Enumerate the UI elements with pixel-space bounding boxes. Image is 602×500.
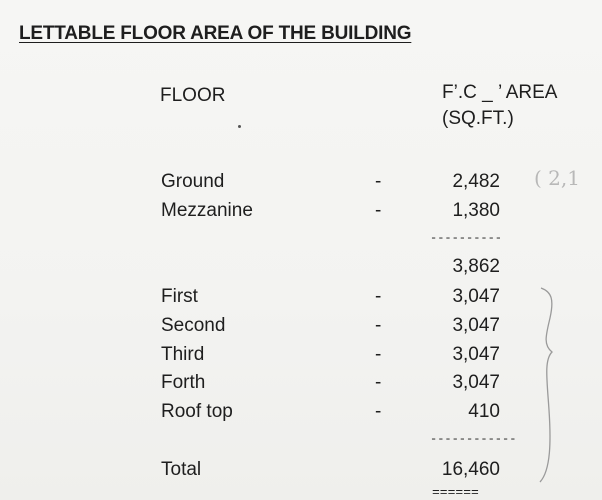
floor-area-value: 3,047: [452, 344, 500, 365]
floor-name: Forth: [161, 372, 206, 393]
floor-name: Roof top: [161, 401, 233, 422]
handwritten-note: ( 2,1: [534, 166, 580, 190]
floor-column-header: FLOOR: [160, 85, 226, 106]
floor-name: Mezzanine: [161, 200, 253, 221]
brace-mark: [540, 288, 552, 482]
floor-area-value: 410: [468, 401, 500, 422]
subtotal-rule: ----------: [430, 231, 503, 245]
floor-name: First: [161, 286, 198, 307]
document-title: LETTABLE FLOOR AREA OF THE BUILDING: [19, 23, 412, 44]
total-value: 16,460: [441, 459, 500, 480]
row-dash: -: [375, 344, 382, 365]
row-dash: -: [375, 315, 382, 336]
total-label: Total: [161, 459, 202, 480]
floor-name: Second: [161, 315, 226, 336]
floor-area-value: 1,380: [452, 200, 500, 221]
double-underline-rule: ======: [432, 485, 479, 500]
floor-area-value: 2,482: [452, 171, 500, 192]
area-header-line1: F’.C _ ’ AREA: [442, 82, 558, 103]
row-dash: -: [375, 171, 382, 192]
row-dash: -: [375, 200, 382, 221]
total-rule: ------------: [430, 432, 517, 446]
row-dash: -: [375, 372, 382, 393]
row-dash: -: [375, 401, 382, 422]
area-header-line2: (SQ.FT.): [442, 108, 514, 129]
floor-name: Third: [161, 344, 205, 365]
subtotal-value: 3,862: [452, 256, 500, 277]
floor-name: Ground: [161, 171, 225, 192]
floor-area-value: 3,047: [452, 286, 500, 307]
row-dash: -: [375, 286, 382, 307]
floor-area-value: 3,047: [452, 372, 500, 393]
floor-area-value: 3,047: [452, 315, 500, 336]
